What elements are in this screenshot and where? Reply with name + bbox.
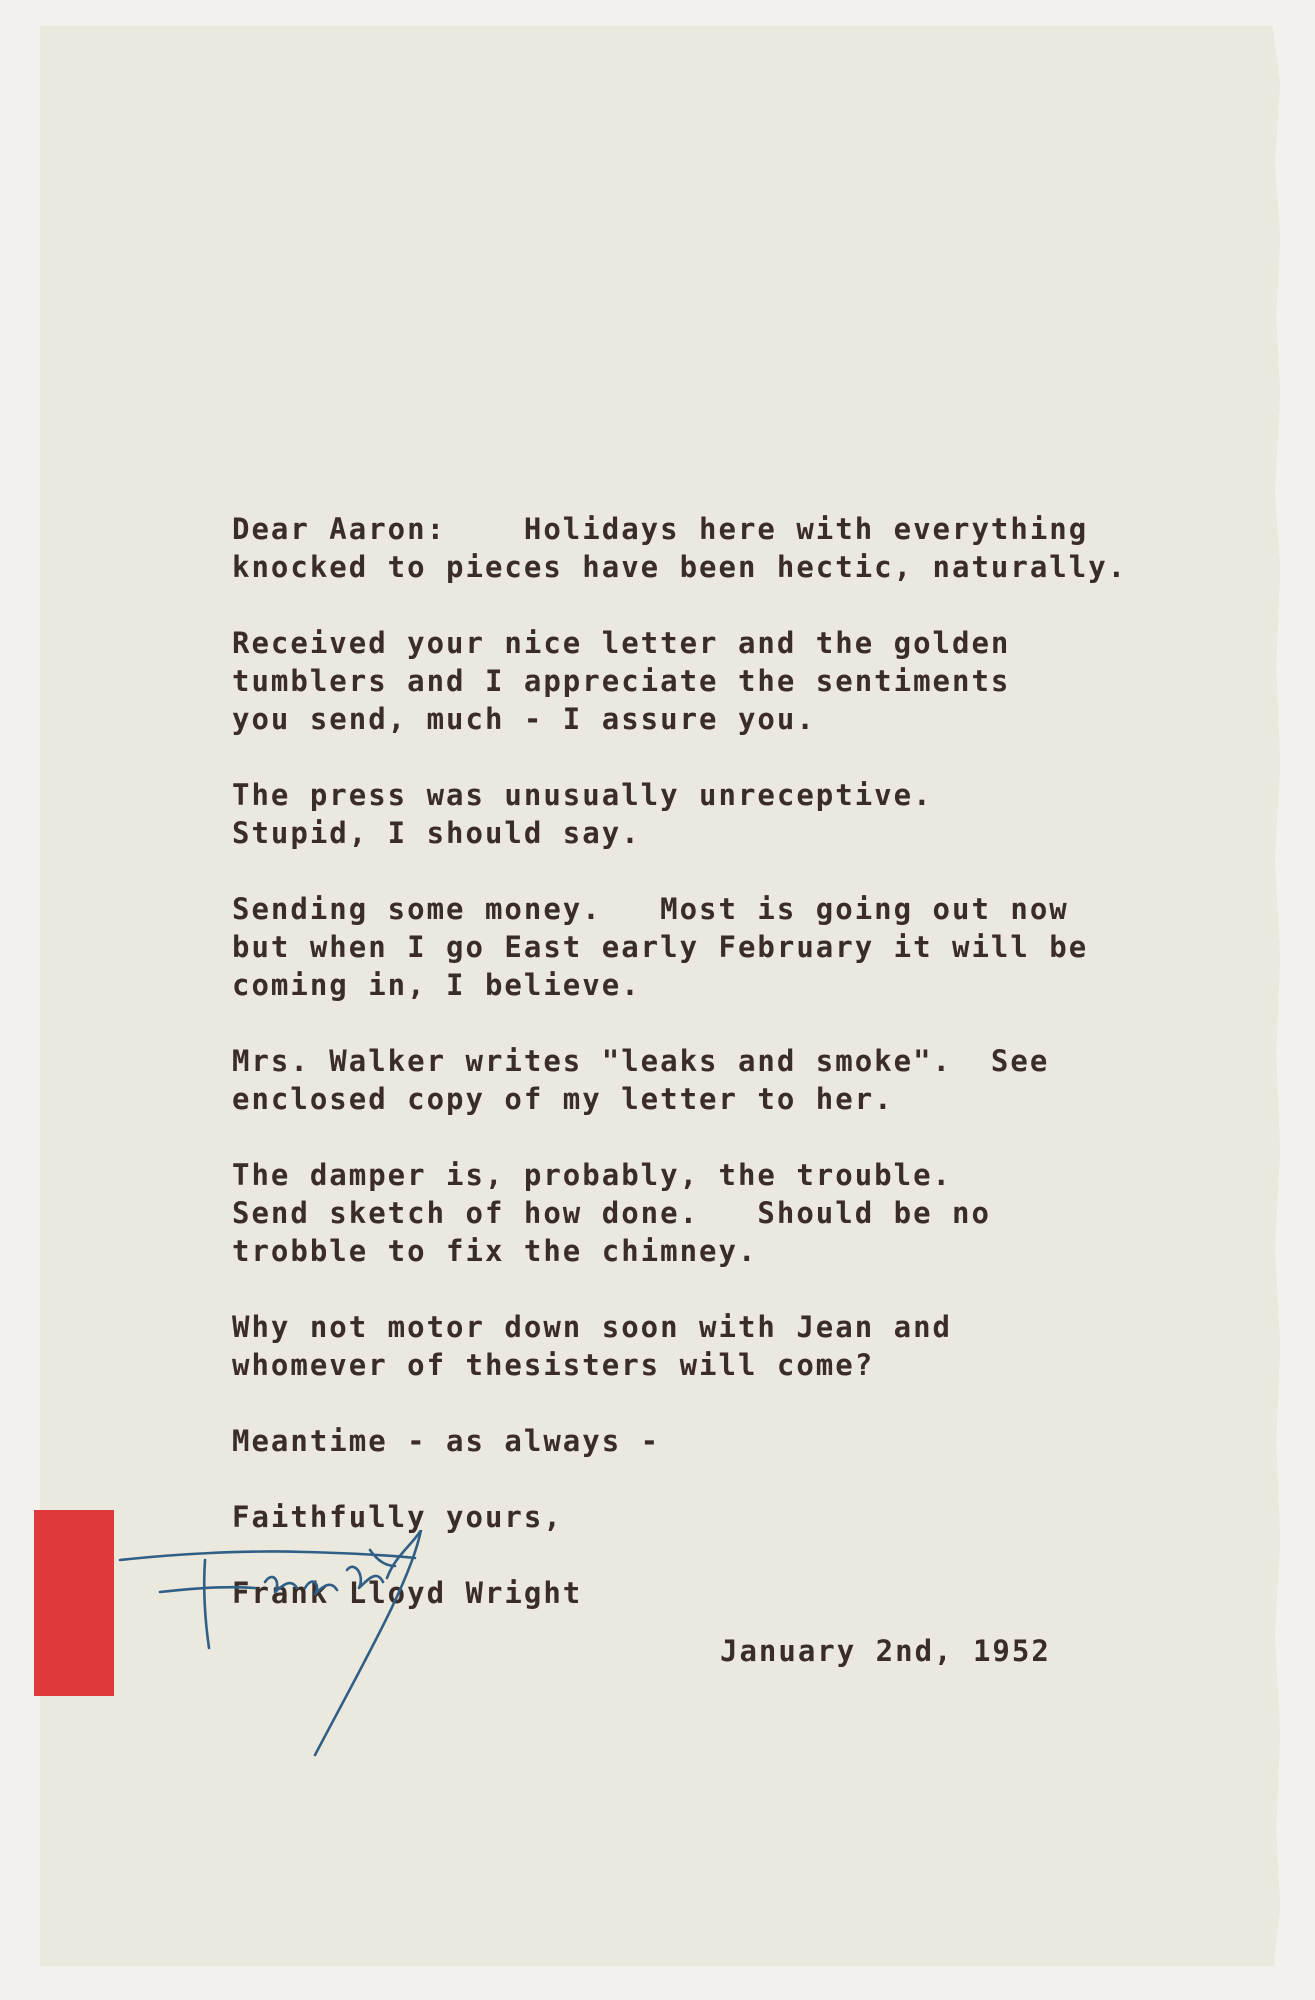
letter-line: Dear Aaron: Holidays here with everything [232, 512, 1089, 546]
letter-paragraph [232, 624, 1292, 738]
letter-paragraph [232, 890, 1292, 1004]
closing-line: Faithfully yours, [232, 1500, 563, 1534]
letter-date: January 2nd, 1952 [720, 1634, 1051, 1668]
letter-line: trobble to fix the chimney. [232, 1234, 758, 1268]
handwritten-signature [115, 1530, 595, 1760]
letter-line: knocked to pieces have been hectic, naturally. [232, 550, 1128, 584]
letter-line: coming in, I believe. [232, 968, 641, 1002]
letter-line: Mrs. Walker writes "leaks and smoke". See [232, 1044, 1050, 1078]
letter-line: The damper is, probably, the trouble. [232, 1158, 953, 1192]
letter-line: Send sketch of how done. Should be no [232, 1196, 991, 1230]
letter-paragraph [232, 1156, 1292, 1270]
letter-line: tumblers and I appreciate the sentiments [232, 664, 1011, 698]
letter-paragraph [232, 1042, 1292, 1118]
letter-paragraph [232, 1422, 1292, 1460]
letter-line: Why not motor down soon with Jean and [232, 1310, 953, 1344]
letter-body [232, 510, 1292, 1650]
typed-signature-name: Frank Lloyd Wright [232, 1576, 583, 1610]
letter-line: enclosed copy of my letter to her. [232, 1082, 894, 1116]
letter-paragraph [232, 776, 1292, 852]
letter-line: Sending some money. Most is going out now [232, 892, 1069, 926]
red-tab-marker [34, 1510, 114, 1696]
letter-line: Received your nice letter and the golden [232, 626, 1011, 660]
letter-paragraph [232, 510, 1292, 586]
letter-line: but when I go East early February it will be [232, 930, 1089, 964]
letter-line: whomever of thesisters will come? [232, 1348, 875, 1382]
letter-line: The press was unusually unreceptive. [232, 778, 933, 812]
letter-line: Meantime - as always - [232, 1424, 661, 1458]
letter-line: you send, much - I assure you. [232, 702, 816, 736]
letter-paragraph [232, 1308, 1292, 1384]
letter-line: Stupid, I should say. [232, 816, 641, 850]
